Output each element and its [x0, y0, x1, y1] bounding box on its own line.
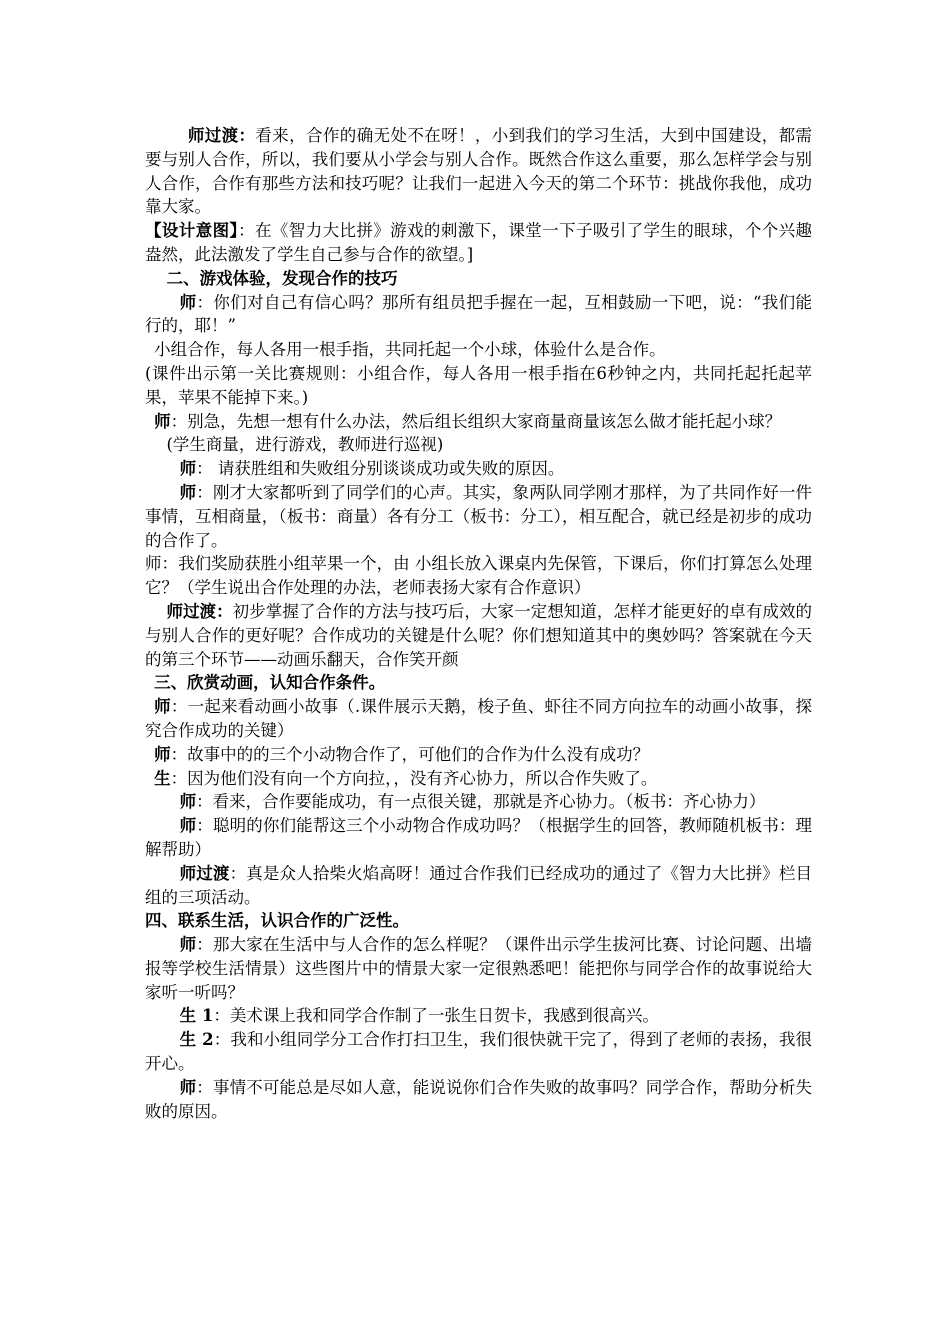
paragraph-text: 请获胜组和失败组分别谈谈成功或失败的原因。: [212, 459, 565, 479]
speaker-label: 师: [179, 459, 197, 479]
paragraph-text: 事情不可能总是尽如人意，能说说你们合作失败的故事吗？同学合作，帮助分析失败的原因。: [145, 1077, 813, 1121]
paragraph-courseware-rule: (课件出示第一关比赛规则：小组合作，每人各用一根手指在6秒钟之内，共同托起托起苹果，苹果不能掉下来。): [145, 363, 812, 407]
speaker-label: 生: [154, 768, 171, 788]
speaker-label: 师: [154, 697, 171, 717]
speaker-label: 师过渡: [166, 601, 217, 621]
paragraph-teacher-transition-2: 师过渡：初步掌握了合作的方法与技巧后，大家一定想知道，怎样才能更好的卓有成效的与别人合作的更好呢？合作成功的关键是什么呢？你们想知道其中的奥妙吗？答案就在今天的第三个环节——动画乐翻天，合作笑开颜: [145, 601, 813, 669]
paragraph-teacher: 师：刚才大家都听到了同学们的心声。其实，象两队同学刚才那样，为了共同作好一件事情，互相商量，（板书：商量）各有分工（板书：分工），相互配合，就已经是初步的成功的合作了。: [145, 482, 813, 550]
paragraph-text: 聪明的你们能帮这三个小动物合作成功吗？（根据学生的回答，教师随机板书：理解帮助）: [145, 816, 813, 859]
paragraph-teacher-transition-3: 师过渡：真是众人拾柴火焰高呀！通过合作我们已经成功的通过了《智力大比拼》栏目组的三项活动。: [145, 863, 813, 907]
paragraph-text: 在《智力大比拼》游戏的刺激下，课堂一下子吸引了学生的眼球，个个兴趣盎然，此法激发了学生自己参与合作的欲望。]: [145, 221, 813, 264]
paragraph-teacher: 师：故事中的的三个小动物合作了，可他们的合作为什么没有成功？: [154, 744, 650, 764]
paragraph-teacher-reward: 师：我们奖励获胜小组苹果一个，由 小组长放入课桌内先保管，下课后，你们打算怎么处理它？（学生说出合作处理的办法，老师表扬大家有合作意识）: [145, 554, 812, 598]
paragraph-text: 故事中的的三个小动物合作了，可他们的合作为什么没有成功？: [187, 744, 650, 764]
paragraph-text: 美术课上我和同学合作制了一张生日贺卡，我感到很高兴。: [229, 1006, 659, 1026]
document-body: [145, 124, 812, 1123]
paragraph-teacher: 师：一起来看动画小故事（.课件展示天鹅，梭子鱼、虾往不同方向拉车的动画小故事，探究合作成功的关键）: [145, 697, 813, 740]
section-heading-2: 二、游戏体验，发现合作的技巧: [166, 268, 398, 288]
speaker-label: 师: [154, 744, 171, 764]
paragraph-text: 看来，合作的确无处不在呀！，小到我们的学习生活，大到中国建设，都需要与别人合作，所以，我们要从小学会与别人合作。既然合作这么重要，那么怎样学会与别人合作，合作有那些方法和技巧呢？让我们一起进入今天的第二个环节：挑战你我他，成功靠大家。: [145, 126, 813, 217]
speaker-label: 师: [179, 935, 197, 955]
paragraph-text: 别急，先想一想有什么办法，然后组长组织大家商量商量该怎么做才能托起小球？: [187, 411, 782, 431]
paragraph-teacher: 师：别急，先想一想有什么办法，然后组长组织大家商量商量该怎么做才能托起小球？: [154, 411, 782, 431]
speaker-label: 师: [179, 792, 197, 812]
speaker-label: 师: [154, 411, 171, 431]
speaker-label: 生 2: [179, 1030, 214, 1050]
section-heading-3: 三、欣赏动画，认知合作条件。: [154, 673, 386, 693]
speaker-label: 师过渡: [187, 126, 239, 145]
paragraph-teacher: 师： 请获胜组和失败组分别谈谈成功或失败的原因。: [179, 459, 565, 479]
paragraph-student-2: 生 2：我和小组同学分工合作打扫卫生，我们很快就干完了，得到了老师的表扬，我很开心。: [145, 1030, 812, 1074]
paragraph-teacher: 师：聪明的你们能帮这三个小动物合作成功吗？（根据学生的回答，教师随机板书：理解帮助）: [145, 816, 813, 859]
paragraph-design-intent: 【设计意图】：在《智力大比拼》游戏的刺激下，课堂一下子吸引了学生的眼球，个个兴趣盎然，此法激发了学生自己参与合作的欲望。]: [145, 221, 813, 264]
paragraph-teacher: 师：事情不可能总是尽如人意，能说说你们合作失败的故事吗？同学合作，帮助分析失败的原因。: [145, 1077, 813, 1121]
paragraph-text: 因为他们没有向一个方向拉，，没有齐心协力，所以合作失败了。: [187, 768, 658, 788]
paragraph-text: 那大家在生活中与人合作的怎么样呢？（课件出示学生拔河比赛、讨论问题、出墙报等学校生活情景）这些图片中的情景大家一定很熟悉吧！能把你与同学合作的故事说给大家听一听吗？: [145, 935, 813, 1002]
speaker-label: 师: [179, 816, 197, 836]
speaker-label: 生 1: [179, 1006, 214, 1026]
design-intent-label: 【设计意图】: [145, 221, 239, 241]
paragraph-text: 初步掌握了合作的方法与技巧后，大家一定想知道，怎样才能更好的卓有成效的与别人合作的更好呢？合作成功的关键是什么呢？你们想知道其中的奥妙吗？答案就在今天的第三个环节——动画乐翻天，合作笑开颜: [145, 601, 813, 669]
paragraph-teacher: 师：看来，合作要能成功，有一点很关键，那就是齐心协力。（板书：齐心协力）: [179, 792, 766, 812]
paragraph-student-1: 生 1：美术课上我和同学合作制了一张生日贺卡，我感到很高兴。: [179, 1006, 659, 1026]
paragraph-teacher: 师：那大家在生活中与人合作的怎么样呢？（课件出示学生拔河比赛、讨论问题、出墙报等学校生活情景）这些图片中的情景大家一定很熟悉吧！能把你与同学合作的故事说给大家听一听吗？: [145, 935, 813, 1002]
paragraph-teacher: 师：你们对自己有信心吗？那所有组员把手握在一起，互相鼓励一下吧，说：“我们能行的，耶！”: [145, 292, 813, 336]
paragraph-student: 生：因为他们没有向一个方向拉，，没有齐心协力，所以合作失败了。: [154, 768, 658, 788]
paragraph-text: 看来，合作要能成功，有一点很关键，那就是齐心协力。（板书：齐心协力）: [212, 792, 766, 812]
paragraph-text: 一起来看动画小故事（.课件展示天鹅，梭子鱼、虾往不同方向拉车的动画小故事，探究合作成功的关键）: [145, 697, 813, 740]
speaker-label: 师: [179, 1077, 197, 1097]
speaker-label: 师: [179, 482, 197, 502]
section-heading-4: 四、联系生活，认识合作的广泛性。: [145, 911, 409, 931]
speaker-label: 师: [179, 292, 197, 312]
paragraph-text: 真是众人拾柴火焰高呀！通过合作我们已经成功的通过了《智力大比拼》栏目组的三项活动。: [145, 863, 813, 907]
paragraph-teacher-transition-1: 师过渡：看来，合作的确无处不在呀！，小到我们的学习生活，大到中国建设，都需要与别人合作，所以，我们要从小学会与别人合作。既然合作这么重要，那么怎样学会与别人合作，合作有那些方法和技巧呢？让我们一起进入今天的第二个环节：挑战你我他，成功靠大家。: [145, 126, 813, 217]
paragraph-text: 我和小组同学分工合作打扫卫生，我们很快就干完了，得到了老师的表扬，我很开心。: [145, 1030, 812, 1074]
paragraph-text: 刚才大家都听到了同学们的心声。其实，象两队同学刚才那样，为了共同作好一件事情，互相商量，（板书：商量）各有分工（板书：分工），相互配合，就已经是初步的成功的合作了。: [145, 482, 813, 550]
speaker-label: 师过渡: [179, 863, 230, 883]
paragraph-text: 你们对自己有信心吗？那所有组员把手握在一起，互相鼓励一下吧，说：“我们能行的，耶！”: [145, 292, 813, 336]
paragraph-student-activity: (学生商量，进行游戏，教师进行巡视): [166, 435, 444, 455]
paragraph-activity: 小组合作，每人各用一根手指，共同托起一个小球，体验什么是合作。: [154, 340, 666, 360]
